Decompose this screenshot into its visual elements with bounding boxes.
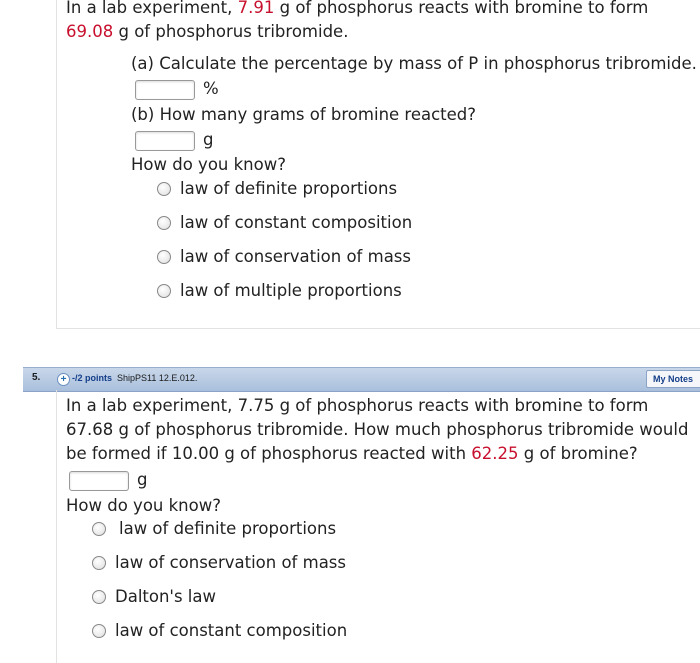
q1-option-1[interactable] — [157, 212, 412, 234]
q1-intro-line2 — [66, 20, 348, 44]
radio-button-icon[interactable] — [92, 624, 106, 638]
radio-button-icon[interactable] — [92, 522, 106, 536]
q1-intro-text-c: g of phosphorus tribromide. — [113, 22, 349, 41]
q1-option-0[interactable] — [157, 178, 397, 200]
q1-option-label: law of constant composition — [180, 213, 413, 232]
q2-option-label: law of definite proportions — [119, 519, 337, 538]
radio-button-icon[interactable] — [157, 250, 171, 264]
q1-intro-text-b: g of phosphorus reacts with bromine to form — [274, 0, 649, 17]
q1-how-know: How do you know? — [131, 155, 286, 174]
q2-grams-unit: g — [137, 470, 148, 489]
q2-option-1[interactable] — [92, 552, 346, 574]
q1-option-label: law of definite proportions — [180, 179, 398, 198]
q2-grams-input[interactable] — [69, 471, 129, 491]
q1-intro-line1 — [66, 0, 648, 20]
radio-button-icon[interactable] — [157, 284, 171, 298]
q2-option-3[interactable] — [92, 620, 347, 642]
points-label: -/2 points — [72, 373, 112, 383]
q1-option-2[interactable] — [157, 246, 411, 268]
q2-line3-text-a: be formed if 10.00 g of phosphorus reacted with — [66, 444, 472, 463]
q2-option-label: Dalton's law — [115, 587, 216, 606]
radio-button-icon[interactable] — [157, 216, 171, 230]
question-source: ShipPS11 12.E.012. — [117, 373, 198, 383]
q2-line3 — [66, 442, 638, 466]
q2-line2: 67.68 g of phosphorus tribromide. How much phosphorus tribromide would — [66, 420, 689, 439]
q1-part-a-prompt: (a) Calculate the percentage by mass of P in phosphorus tribromide. — [131, 54, 697, 73]
question-number: 5. — [32, 372, 41, 383]
radio-button-icon[interactable] — [157, 182, 171, 196]
q1-option-3[interactable] — [157, 280, 402, 302]
q1-mass-product: 69.08 — [66, 22, 114, 41]
my-notes-button[interactable]: My Notes — [646, 370, 700, 388]
q1-grams-input[interactable] — [135, 131, 195, 151]
question-5-header — [23, 367, 700, 392]
expand-plus-icon[interactable]: + — [57, 373, 70, 386]
q1-part-b-prompt: (b) How many grams of bromine reacted? — [131, 105, 477, 124]
q1-option-label: law of conservation of mass — [180, 247, 411, 266]
q1-option-label: law of multiple proportions — [180, 281, 402, 300]
q2-option-0[interactable] — [92, 518, 336, 540]
q1-percent-input[interactable] — [135, 80, 195, 100]
radio-button-icon[interactable] — [92, 556, 106, 570]
q2-option-2[interactable] — [92, 586, 216, 608]
q1-percent-unit: % — [203, 79, 219, 98]
radio-button-icon[interactable] — [92, 590, 106, 604]
q2-line3-text-b: g of bromine? — [518, 444, 638, 463]
q2-how-know: How do you know? — [66, 496, 221, 515]
q2-mass-bromine: 62.25 — [471, 444, 519, 463]
q1-mass-phosphorus: 7.91 — [237, 0, 275, 17]
q2-line1: In a lab experiment, 7.75 g of phosphorus reacts with bromine to form — [66, 396, 649, 415]
q1-grams-unit: g — [203, 130, 214, 149]
q2-option-label: law of constant composition — [115, 621, 348, 640]
q2-option-label: law of conservation of mass — [115, 553, 346, 572]
q1-intro-text-a: In a lab experiment, — [66, 0, 238, 17]
